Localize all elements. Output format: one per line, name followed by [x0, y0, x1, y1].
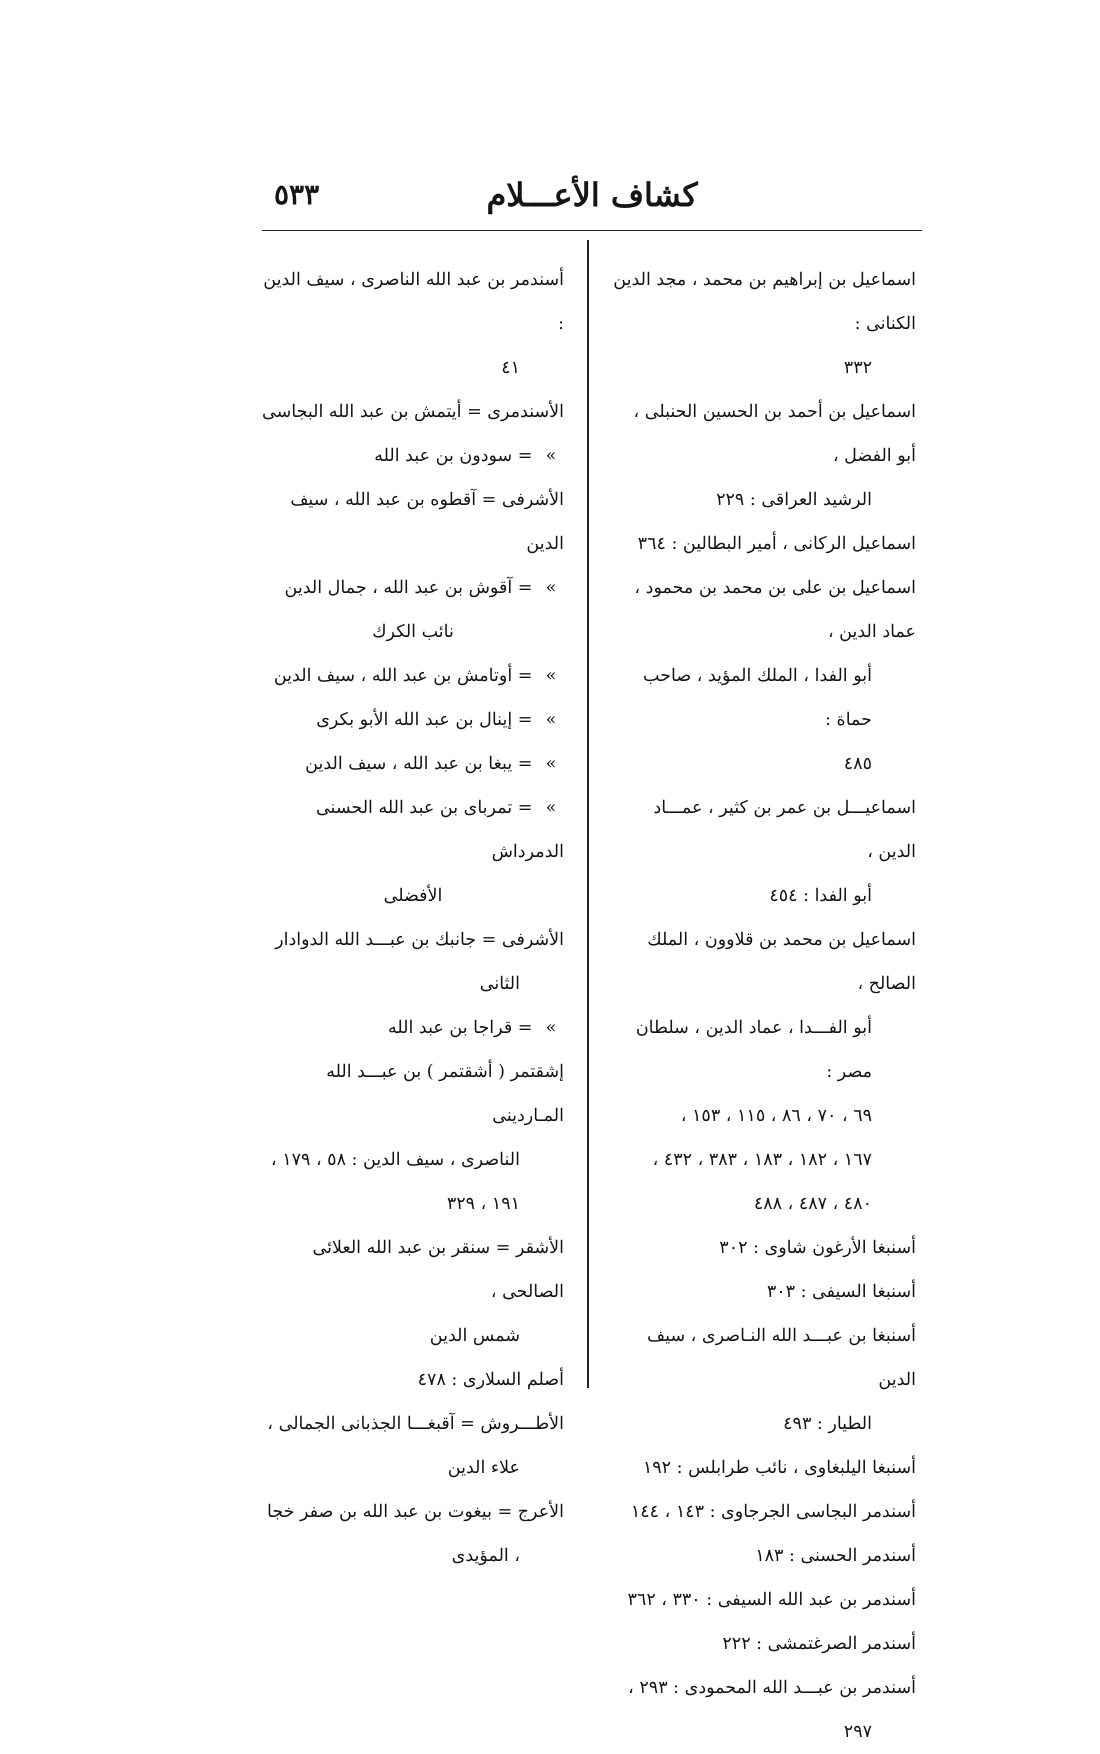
index-entry — [262, 1402, 564, 1490]
ditto-mark: » — [545, 1018, 557, 1038]
index-entry — [262, 742, 564, 786]
entry-line — [612, 1490, 916, 1534]
entry-text: الأعرج = بيغوت بن عبد الله بن صفر خجا — [267, 1502, 564, 1522]
entry-line — [612, 522, 916, 566]
index-entry — [262, 654, 564, 698]
entry-text: أسندمر الصرغتمشى : ٢٢٢ — [722, 1634, 916, 1654]
entry-text: اسماعيل بن محمد بن قلاوون ، الملك الصالح ، — [647, 930, 916, 994]
ditto-mark: » — [545, 446, 557, 466]
column-divider — [587, 240, 589, 1388]
entry-text: = أوتامش بن عبد الله ، سيف الدين — [273, 666, 533, 686]
entry-continuation: ٢٩٧ — [843, 1722, 872, 1742]
entry-line — [612, 1534, 916, 1578]
index-entry — [612, 1622, 916, 1666]
entry-continuation: أبو الفدا : ٤٥٤ — [769, 886, 872, 906]
page-header — [262, 168, 922, 231]
entry-line — [262, 566, 564, 610]
page-number: ٥٣٣ — [274, 178, 320, 211]
entry-continuation: أبو الفـــدا ، عماد الدين ، سلطان مصر : — [635, 1018, 872, 1082]
entry-line — [262, 1402, 564, 1446]
index-column-right — [612, 258, 916, 1754]
index-entry — [262, 918, 564, 1006]
entry-line — [612, 918, 916, 1006]
entry-continuation: ١٦٧ ، ١٨٢ ، ١٨٣ ، ٣٨٣ ، ٤٣٢ ، — [652, 1150, 872, 1170]
index-entry — [612, 1226, 916, 1270]
index-entry — [262, 1358, 564, 1402]
entry-text: أسنبغا السيفى : ٣٠٣ — [766, 1282, 916, 1302]
entry-line — [262, 1050, 564, 1138]
entry-line — [262, 786, 564, 874]
index-entry — [612, 1446, 916, 1490]
entry-line — [262, 698, 564, 742]
entry-line — [612, 390, 916, 478]
index-entry — [262, 478, 564, 566]
entry-text: أسندمر الحسنى : ١٨٣ — [755, 1546, 916, 1566]
entry-continuation: شمس الدين — [429, 1326, 520, 1346]
entry-line — [262, 1006, 564, 1050]
entry-text: = تمربای بن عبد الله الحسنى الدمرداش — [315, 798, 564, 862]
entry-line — [612, 1622, 916, 1666]
index-entry — [612, 1270, 916, 1314]
index-entry — [612, 1534, 916, 1578]
index-entry — [262, 390, 564, 434]
entry-text: أسنبغا الأرغون شاوى : ٣٠٢ — [719, 1238, 916, 1258]
entry-continuation: الناصرى ، سيف الدين : ٥٨ ، ١٧٩ ، — [270, 1150, 520, 1170]
entry-continuation: الطيار : ٤٩٣ — [783, 1414, 872, 1434]
entry-line — [262, 918, 564, 962]
entry-line — [262, 478, 564, 566]
entry-line — [262, 654, 564, 698]
entry-continuation: ١٩١ ، ٣٢٩ — [446, 1194, 520, 1214]
entry-text: أسندمر بن عبد الله الناصرى ، سيف الدين : — [263, 270, 564, 334]
entry-text: اسماعيـــل بن عمر بن كثير ، عمـــاد الدين ، — [653, 798, 916, 862]
index-entry — [612, 390, 916, 522]
entry-line — [612, 566, 916, 654]
index-entry — [612, 1490, 916, 1534]
entry-text: اسماعيل بن على بن محمد بن محمود ، عماد الدين ، — [634, 578, 916, 642]
entry-text: أسندمر البجاسى الجرجاوى : ١٤٣ ، ١٤٤ — [630, 1502, 916, 1522]
entry-text: = آقوش بن عبد الله ، جمال الدين — [284, 578, 533, 598]
entry-line — [262, 258, 564, 346]
index-entry — [262, 698, 564, 742]
entry-continuation: ٦٩ ، ٧٠ ، ٨٦ ، ١١٥ ، ١٥٣ ، — [680, 1106, 872, 1126]
index-entry — [262, 566, 564, 654]
entry-continuation: علاء الدين — [447, 1458, 520, 1478]
index-entry — [262, 1006, 564, 1050]
entry-line — [612, 258, 916, 346]
entry-continuation: الأفضلى — [383, 886, 443, 906]
index-entry — [262, 1490, 564, 1578]
entry-continuation: ٣٣٢ — [843, 358, 872, 378]
entry-line — [262, 1490, 564, 1534]
entry-line — [612, 786, 916, 874]
ditto-mark: » — [545, 798, 557, 818]
entry-text: اسماعيل الركانى ، أمير البطالين : ٣٦٤ — [637, 534, 916, 554]
entry-text: أسنبغا بن عبـــد الله النـاصرى ، سيف الدين — [647, 1326, 916, 1390]
entry-text: الأشرفى = آقطوه بن عبد الله ، سيف الدين — [290, 490, 564, 554]
entry-line — [262, 1226, 564, 1314]
entry-text: الأشقر = سنقر بن عبد الله العلائى الصالحى ، — [312, 1238, 564, 1302]
index-entry — [262, 1226, 564, 1358]
index-entry — [612, 786, 916, 918]
entry-continuation: ٤٨٠ ، ٤٨٧ ، ٤٨٨ — [753, 1194, 872, 1214]
entry-line — [612, 1446, 916, 1490]
ditto-mark: » — [545, 754, 557, 774]
entry-line — [262, 1358, 564, 1402]
entry-line — [262, 742, 564, 786]
index-entry — [262, 258, 564, 390]
entry-text: الأشرفى = جانبك بن عبـــد الله الدوادار — [275, 930, 564, 950]
index-entry — [612, 918, 916, 1226]
entry-text: = يبغا بن عبد الله ، سيف الدين — [305, 754, 533, 774]
entry-continuation: الثانى — [479, 974, 520, 994]
ditto-mark: » — [545, 666, 557, 686]
index-column-left — [262, 258, 564, 1578]
entry-text: أسندمر بن عبد الله السيفى : ٣٣٠ ، ٣٦٢ — [627, 1590, 916, 1610]
entry-line — [612, 1578, 916, 1622]
entry-text: أسنبغا اليلبغاوى ، نائب طرابلس : ١٩٢ — [642, 1458, 916, 1478]
entry-line — [612, 1314, 916, 1402]
ditto-mark: » — [545, 578, 557, 598]
entry-text: الأسندمرى = أيتمش بن عبد الله البجاسى — [261, 402, 564, 422]
entry-text: أسندمر بن عبـــد الله المحمودى : ٢٩٣ ، — [628, 1678, 916, 1698]
page-title: كشاف الأعـــلام — [486, 176, 698, 214]
entry-line — [262, 390, 564, 434]
index-entry — [262, 1050, 564, 1226]
index-entry — [612, 522, 916, 566]
entry-text: إشقتمر ( أشقتمر ) بن عبـــد الله المـاردينى — [326, 1062, 564, 1126]
entry-continuation: الرشيد العراقى : ٢٢٩ — [716, 490, 872, 510]
index-entry — [612, 1314, 916, 1446]
entry-text: أصلم السلارى : ٤٧٨ — [417, 1370, 564, 1390]
entry-continuation: أبو الفدا ، الملك المؤيد ، صاحب حماة : — [643, 666, 872, 730]
entry-line — [262, 434, 564, 478]
entry-continuation: نائب الكرك — [372, 622, 454, 642]
index-entry — [612, 258, 916, 390]
entry-continuation: ٤١ — [501, 358, 520, 378]
entry-line — [612, 1270, 916, 1314]
ditto-mark: » — [545, 710, 557, 730]
index-entry — [262, 786, 564, 918]
entry-text: الأطـــروش = آقبغـــا الجذبانى الجمالى ، — [267, 1414, 564, 1434]
entry-continuation: ٤٨٥ — [843, 754, 872, 774]
index-entry — [612, 1578, 916, 1622]
index-entry — [262, 434, 564, 478]
index-entry — [612, 566, 916, 786]
entry-text: اسماعيل بن إبراهيم بن محمد ، مجد الدين الكنانى : — [613, 270, 916, 334]
entry-line — [612, 1666, 916, 1710]
index-entry — [612, 1666, 916, 1754]
entry-text: = قراجا بن عبد الله — [388, 1018, 533, 1038]
entry-line — [612, 1226, 916, 1270]
entry-text: = إينال بن عبد الله الأبو بكرى — [316, 710, 533, 730]
entry-text: اسماعيل بن أحمد بن الحسين الحنبلى ، أبو الفضل ، — [633, 402, 916, 466]
entry-text: = سودون بن عبد الله — [374, 446, 533, 466]
entry-continuation: ، المؤيدى — [451, 1546, 520, 1566]
